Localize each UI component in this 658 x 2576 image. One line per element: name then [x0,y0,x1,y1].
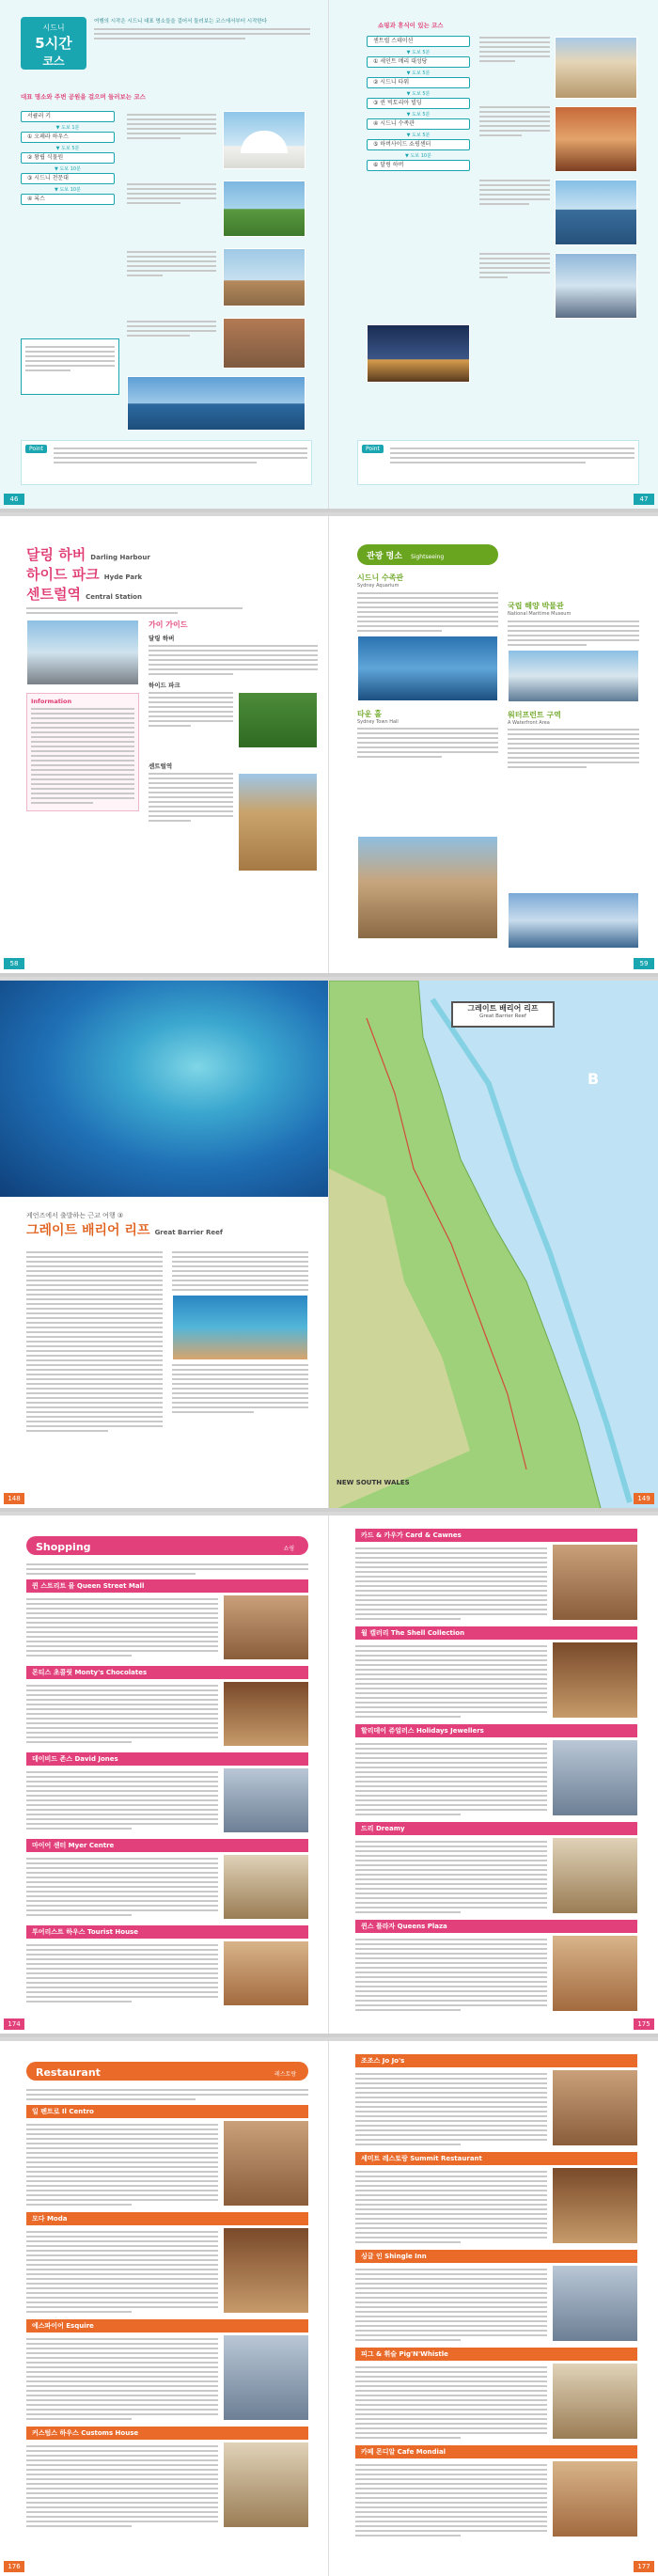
restaurant-right-photo [553,2070,637,2145]
restaurant-right-photo [553,2266,637,2341]
route-right-walk-time: ▼ 도보 5분 [406,133,431,138]
page-number: 46 [4,494,24,505]
observatory-photo [223,248,306,306]
guide-sub-a: 달링 하버 [149,635,175,642]
course-left-page [0,0,329,509]
opera-house-photo [223,111,306,169]
badge-city: 시드니 [42,24,65,32]
spread-course [0,0,658,512]
restaurant-left-photo [224,2228,308,2313]
restaurant-right-title: 조조스 Jo Jo's [355,2054,637,2067]
spread-shopping [0,1516,658,2037]
restaurant-sub: 레스토랑 [274,2071,297,2078]
restaurant-left-photo [224,2335,308,2420]
restaurant-right-photo [553,2364,637,2439]
restaurant-left-item [26,2427,308,2530]
route-right-stop: ⑥ 달링 하버 [367,160,470,171]
route-left-stop: ② 왕립 식물원 [21,152,115,164]
route-left-walk-time: ▼ 도보 10분 [55,187,81,193]
restaurant-right-title: 싱글 인 Shingle Inn [355,2250,637,2263]
shop-right-item [355,1626,637,1720]
restaurant-left-photo [224,2442,308,2527]
reef-text [26,1249,308,1435]
guide-column [149,620,318,876]
shop-left-item [26,1752,308,1835]
restaurant-left-title: 커스텀스 하우스 Customs House [26,2427,308,2440]
shop-list-right [346,1529,647,2018]
route-left-stop: ④ 록스 [21,194,115,205]
title-central-en: Central Station [86,593,142,601]
course-badge [21,17,86,70]
route-left-stop: ① 오페라 하우스 [21,132,115,143]
restaurant-right-item [355,2250,637,2344]
darling-photos-left [26,620,139,811]
restaurant-left-page [0,2041,329,2576]
shop-left-title: 마이어 센터 Myer Centre [26,1839,308,1852]
point-label-right: Point [362,445,384,453]
maritime-photo [508,650,639,702]
restaurant-title: Restaurant [36,2066,101,2079]
course-step-3 [127,248,306,314]
shopping-title: Shopping [36,1541,91,1553]
shop-right-title: 할리데이 쥬얼러스 Holidays Jewellers [355,1724,637,1737]
spread-restaurant [0,2041,658,2576]
shop-right-photo [553,1936,637,2011]
sight3-en: Sydney Town Hall [357,718,399,725]
shop-left-title: 몬티스 초콜릿 Monty's Chocolates [26,1666,308,1679]
restaurant-right-item [355,2445,637,2539]
darling-night-photo [367,324,470,383]
map-title: 그레이트 배리어 리프 [467,1004,539,1013]
title-hydepark: 하이드 파크 [26,566,100,583]
restaurant-header [26,2062,308,2081]
route-right-walk-time: ▼ 도보 5분 [406,91,431,97]
page-number-right: 47 [634,494,654,505]
course-right-page [329,0,658,509]
shop-left-item [26,1579,308,1662]
route-heading-right: 쇼핑과 휴식이 있는 코스 [378,22,444,29]
sight-col-left [357,573,498,761]
restaurant-right-title: 피그 & 휘슬 Pig'N'Whistle [355,2348,637,2361]
route-right-walk-time: ▼ 도보 10분 [405,153,431,159]
title-darling: 달링 하버 [26,546,86,563]
info-heading: Information [31,698,72,705]
shop-left-photo [224,1768,308,1832]
route-right-stop: 센트럴 스테이션 [367,36,470,47]
shop-left-photo [224,1941,308,2005]
sight-badge-en: Sightseeing [411,554,445,560]
page-number: 176 [4,2561,24,2572]
reef-aerial-photo [0,981,329,1197]
route-left-stop: 서큘러 키 [21,111,115,122]
page-number: 174 [4,2018,24,2030]
restaurant-right-title: 세미트 레스토랑 Summit Restaurant [355,2152,637,2165]
restaurant-left-title: 에스파이어 Esquire [26,2319,308,2333]
shopping-intro [26,1561,308,1578]
intro-text: 여행의 시작은 시드니 대표 명소들을 걸어서 둘러보는 코스에서부터 시작한다 [94,19,268,24]
map-marker-b: B [588,1070,600,1088]
guide-heading: 가이 가이드 [149,620,188,629]
shop-left-title: 데이비드 존스 David Jones [26,1752,308,1766]
hydepark-photo [238,692,318,748]
rocks-photo [223,318,306,369]
guide-sub-b: 하이드 파크 [149,682,180,689]
sight4-title: 워터프런트 구역 [508,710,561,719]
sight1-title: 시드니 수족관 [357,573,404,582]
page-number-right: 175 [634,2018,654,2030]
shopping-header [26,1536,308,1555]
course-step-4 [127,318,306,370]
restaurant-right-page [329,2041,658,2576]
badge-hours: 5시간 [35,35,72,52]
course-step-2 [127,181,306,244]
reef-kicker: 케언즈에서 출발하는 근교 여행 ③ [26,1212,124,1219]
restaurant-left-item [26,2212,308,2316]
sight2-en: National Maritime Museum [508,611,572,617]
route-left-stop: ③ 시드니 천문대 [21,173,115,184]
course-point-box [21,440,312,485]
route-left-walk-time: ▼ 도보 5분 [55,146,80,151]
cathedral-photo [555,37,637,99]
course-point-box-right [357,440,639,485]
garden-photo [223,181,306,237]
title-darling-en: Darling Harbour [90,554,150,561]
restaurant-right-item [355,2348,637,2442]
title-central: 센트럴역 [26,586,81,603]
shop-left-item [26,1666,308,1749]
course-step-1 [127,111,306,177]
page-number: 58 [4,958,24,969]
darling-left-page [0,516,329,973]
restaurant-left-title: 모다 Moda [26,2212,308,2225]
darling-title-block [26,544,308,617]
sight3-title: 타운 홀 [357,709,382,718]
badge-course: 코스 [42,55,65,68]
shop-right-item [355,1724,637,1818]
aquarium-photo-2 [357,636,498,701]
darling-right-page [329,516,658,973]
aquarium-photo [555,180,637,245]
restaurant-left-title: 일 펜트로 Il Centro [26,2105,308,2118]
shop-left-title: 퀸 스트리트 몰 Queen Street Mall [26,1579,308,1593]
shop-right-photo [553,1642,637,1718]
central-clock-photo [238,773,318,872]
shopping-right-page [329,1516,658,2034]
shop-right-title: 드리 Dreamy [355,1822,637,1835]
point-label: Point [25,445,47,453]
guide-sub-c: 센트럴역 [149,762,173,770]
restaurant-right-photo [553,2461,637,2537]
shop-left-photo [224,1682,308,1746]
reef-title: 그레이트 배리어 리프 [26,1223,150,1238]
shop-right-title: 퀸스 플라자 Queens Plaza [355,1920,637,1933]
page-number-right: 149 [634,1493,654,1504]
page-number-right: 177 [634,2561,654,2572]
course-intro [94,19,310,42]
shop-left-item [26,1839,308,1922]
route-right-walk-time: ▼ 도보 5분 [406,50,431,55]
sight1-en: Sydney Aquarium [357,583,400,589]
route-list-left [21,111,115,207]
shop-right-item [355,1822,637,1916]
spread-darling-harbour [0,516,658,977]
reef-coral-photo [172,1295,308,1360]
shopping-left-page [0,1516,329,2034]
right-photo-stack [479,34,639,322]
shop-right-photo [553,1740,637,1815]
sight-col-right [508,554,639,771]
route-left-walk-time: ▼ 도보 1분 [55,125,80,131]
title-hydepark-en: Hyde Park [103,573,143,581]
map-title-box [451,1001,555,1028]
route-heading: 대표 명소와 주변 공원을 걸으며 둘러보는 코스 [21,93,146,101]
route-right-walk-time: ▼ 도보 5분 [406,112,431,118]
spread-reef [0,981,658,1512]
shop-right-photo [553,1545,637,1620]
shop-left-photo [224,1595,308,1659]
restaurant-right-item [355,2152,637,2246]
restaurant-right-title: 카페 몬디알 Cafe Mondial [355,2445,637,2458]
page-number: 148 [4,1493,24,1504]
shop-right-title: 카드 & 카우가 Card & Cawnes [355,1529,637,1542]
harbour-photo [127,376,306,431]
route-right-stop: ④ 시드니 수족관 [367,118,470,130]
route-list-right [367,36,470,173]
restaurant-left-item [26,2105,308,2208]
reef-map-page [329,981,658,1508]
restaurant-left-item [26,2319,308,2423]
shop-left-item [26,1925,308,2008]
reef-title-en: Great Barrier Reef [154,1229,223,1236]
reef-title-block [26,1211,308,1239]
map-title-en: Great Barrier Reef [479,1013,526,1019]
map-region-label: NEW SOUTH WALES [337,1479,410,1486]
shopping-sub: 쇼핑 [283,1546,295,1552]
townhall-photo [357,836,498,939]
sight-badge-label: 관광 명소 [367,552,402,561]
shop-right-item [355,1920,637,2014]
route-right-stop: ⑤ 하버사이드 쇼핑센터 [367,139,470,150]
reef-map [329,981,658,1508]
info-box [26,693,139,811]
sight-badge [357,544,498,565]
reef-left-page [0,981,329,1508]
route-right-stop: ② 시드니 타워 [367,77,470,88]
route-right-stop: ③ 퀸 빅토리아 빌딩 [367,98,470,109]
shop-right-photo [553,1838,637,1913]
restaurant-list-left [17,2105,318,2534]
page-number-right: 59 [634,958,654,969]
route-right-walk-time: ▼ 도보 5분 [406,71,431,76]
harbourside-photo [555,253,637,319]
sight2-title: 국립 해양 박물관 [508,602,564,610]
restaurant-right-photo [553,2168,637,2243]
shop-right-title: 월 캘러리 The Shell Collection [355,1626,637,1640]
shop-left-title: 투어리스트 하우스 Tourist House [26,1925,308,1939]
route-right-stop: ① 세인트 메리 대성당 [367,56,470,68]
restaurant-list-right [346,2054,647,2543]
restaurant-right-item [355,2054,637,2148]
darling-photo-a [26,620,139,685]
restaurant-left-photo [224,2121,308,2206]
shop-left-photo [224,1855,308,1919]
sight4-en: A Waterfront Area [508,719,550,726]
course-tip-box [21,338,119,395]
qvb-photo [555,106,637,172]
restaurant-intro [26,2086,308,2103]
shop-list-left [17,1579,318,2012]
waterfront-photo [508,892,639,949]
shop-right-item [355,1529,637,1623]
route-left-walk-time: ▼ 도보 10분 [55,166,81,172]
